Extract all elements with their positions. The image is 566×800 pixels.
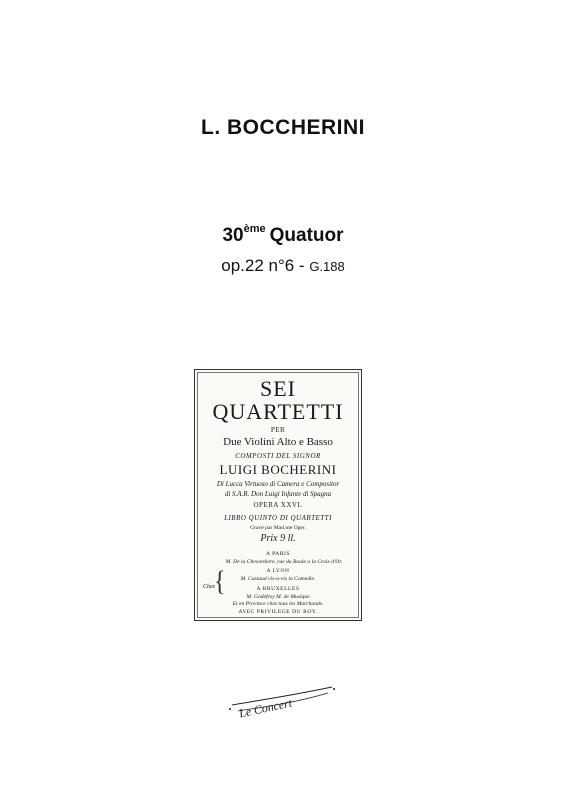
title-instruments: Due Violini Alto e Basso bbox=[223, 436, 333, 448]
title-infante: di S.A.R. Don Luigi Infante di Spagna bbox=[224, 490, 332, 498]
title-lyon: A LYON bbox=[266, 568, 290, 574]
svg-text:Le Concert: Le Concert bbox=[237, 695, 294, 721]
brace-icon: { bbox=[214, 566, 226, 598]
engraved-title-page bbox=[194, 369, 362, 621]
title-privilege: AVEC PRIVILEGE DU ROY. bbox=[238, 609, 318, 615]
work-number: 30 bbox=[222, 225, 244, 246]
title-composer: LUIGI BOCHERINI bbox=[219, 462, 337, 477]
title-per: PER bbox=[270, 426, 286, 434]
opus-number: op.22 n°6 - bbox=[221, 256, 305, 275]
work-title bbox=[0, 223, 566, 247]
le-concert-signature bbox=[224, 683, 344, 723]
work-suffix: ème bbox=[243, 223, 266, 235]
title-sei: SEI bbox=[260, 376, 296, 401]
title-quartetti: QUARTETTI bbox=[212, 399, 344, 424]
title-libro: LIBRO QUINTO DI QUARTETTI bbox=[224, 514, 332, 522]
work-opus-line bbox=[0, 256, 566, 276]
title-composti: COMPOSTI DEL SIGNOR bbox=[235, 452, 321, 460]
title-paris-address: M. De la Chevardiere, rue du Roule a la Croix d'Or. bbox=[225, 559, 343, 565]
title-price: Prix 9 ll. bbox=[260, 533, 296, 544]
title-opera: OPERA XXVI. bbox=[253, 501, 303, 509]
title-chez: Chez bbox=[203, 584, 215, 590]
title-virtuoso: Di Lucca Virtuoso di Camera e Compositor bbox=[216, 480, 340, 488]
title-bruxelles: A BRUXELLES bbox=[256, 586, 300, 592]
work-label: Quatuor bbox=[269, 225, 344, 246]
title-engraver: Gravé par Mad.me Oger. bbox=[250, 525, 306, 531]
title-lyon-address: M. Castaud vis-a-vis la Comedie. bbox=[240, 576, 316, 582]
catalog-number: G.188 bbox=[309, 259, 345, 274]
composer-name: L. BOCCHERINI bbox=[201, 116, 365, 139]
title-paris: A PARIS bbox=[266, 551, 290, 557]
title-bruxelles-address: M. Godefroy M. de Musique bbox=[246, 594, 310, 600]
title-province: Et en Province chez tous les Marchands. bbox=[232, 601, 324, 607]
